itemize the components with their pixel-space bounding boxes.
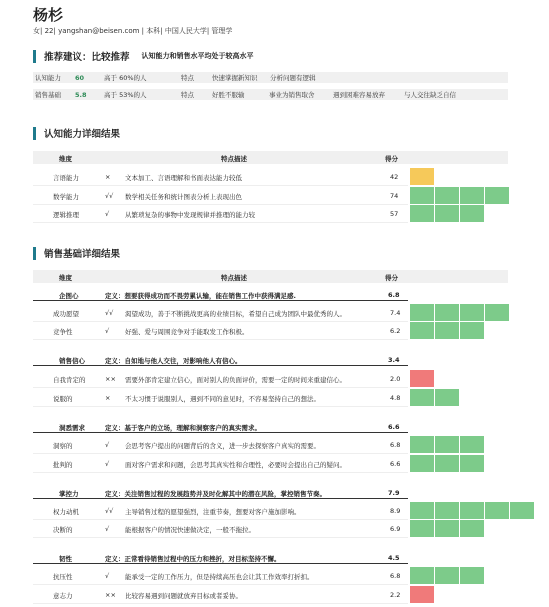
score-cell	[485, 502, 509, 519]
section-marker	[33, 127, 36, 140]
row-score: 6.6	[390, 460, 401, 468]
group-definition: 定义：自如地与他人交往，对影响他人有信心。	[105, 357, 242, 365]
group-name: 销售信心	[59, 357, 85, 365]
row-mark: √	[105, 460, 110, 468]
score-cell	[435, 436, 459, 453]
row-desc: 主导销售过程的愿望强烈，注重节奏，想要对客户施加影响。	[125, 508, 301, 516]
group-definition: 定义：基于客户的立场，理解和洞察客户的真实需求。	[105, 424, 261, 432]
row-score: 74	[390, 192, 399, 200]
score-cell	[460, 455, 484, 472]
row-dimension: 自我肯定的	[53, 376, 86, 384]
group-name: 企图心	[59, 292, 79, 300]
score-cell	[460, 322, 484, 339]
group-score: 6.6	[388, 423, 400, 431]
score-cell	[410, 436, 434, 453]
score-cell	[410, 586, 434, 603]
table-row	[33, 436, 408, 454]
summary-label: 特点	[181, 91, 194, 99]
row-desc: 不太习惯于说服别人，遇到不同的意见时，不容易坚持自己的想法。	[125, 395, 320, 403]
score-bar	[410, 304, 510, 321]
row-desc: 渴望成功，善于不断挑战更高的业绩目标，希望自己成为团队中最优秀的人。	[125, 310, 346, 318]
row-score: 6.8	[390, 572, 401, 580]
group-score: 3.4	[388, 356, 400, 364]
row-score: 8.9	[390, 507, 401, 515]
table-row	[33, 389, 408, 407]
row-score: 57	[390, 210, 399, 218]
group-header	[33, 289, 408, 301]
row-score: 42	[390, 173, 399, 181]
row-mark: √	[105, 525, 110, 533]
table-header	[33, 270, 508, 283]
row-mark: √	[105, 327, 110, 335]
score-bar	[410, 455, 485, 472]
score-cell	[485, 304, 509, 321]
row-mark: √	[105, 210, 110, 218]
table-header	[33, 151, 508, 164]
section-title: 销售基础详细结果	[44, 249, 121, 260]
table-row	[33, 168, 408, 186]
row-desc: 需要外部肯定建立信心，面对别人的负面评价，需要一定的时间来重建信心。	[125, 376, 346, 384]
row-desc: 能承受一定的工作压力，但是持续高压也会让其工作效率打折扣。	[125, 573, 314, 581]
row-mark: √√	[105, 309, 114, 317]
summary-row	[33, 72, 508, 83]
row-desc: 数学相关任务和统计图表分析上表现出色	[125, 193, 242, 201]
group-header	[33, 487, 408, 499]
summary-pct: 高于 60%的人	[104, 74, 147, 82]
summary-trait: 事业为销售取舍	[269, 91, 315, 99]
row-dimension: 逻辑推理	[53, 211, 79, 219]
col-dimension: 维度	[59, 155, 72, 163]
score-cell	[460, 436, 484, 453]
row-score: 7.4	[390, 309, 401, 317]
table-row	[33, 455, 408, 473]
row-dimension: 权力动机	[53, 508, 79, 516]
score-cell	[435, 455, 459, 472]
col-feature: 特点描述	[221, 274, 247, 282]
table-row	[33, 502, 408, 520]
section-sales	[33, 246, 120, 260]
score-cell	[410, 304, 434, 321]
summary-trait: 快速掌握新知识	[212, 74, 258, 82]
recommendation-desc: 认知能力和销售水平均处于较高水平	[141, 52, 254, 60]
score-cell	[435, 389, 459, 406]
score-cell	[460, 520, 484, 537]
score-cell	[410, 389, 434, 406]
score-bar	[410, 322, 485, 339]
table-row	[33, 187, 408, 205]
table-row	[33, 520, 408, 538]
score-cell	[435, 520, 459, 537]
row-mark: ××	[105, 375, 116, 383]
row-mark: √√	[105, 507, 114, 515]
row-mark: ×	[105, 394, 111, 402]
row-dimension: 竞争性	[53, 328, 73, 336]
score-cell	[410, 502, 434, 519]
group-header	[33, 354, 408, 366]
score-cell	[460, 502, 484, 519]
summary-label: 特点	[181, 74, 194, 82]
row-score: 6.8	[390, 441, 401, 449]
candidate-name: 杨杉	[33, 6, 64, 24]
summary-row	[33, 89, 508, 100]
row-score: 2.0	[390, 375, 401, 383]
row-score: 6.9	[390, 525, 401, 533]
row-desc: 能根据客户的情况快速做决定，一般不拖拉。	[125, 526, 255, 534]
score-bar	[410, 586, 435, 603]
table-row	[33, 586, 408, 604]
row-dimension: 说服的	[53, 395, 73, 403]
score-bar	[410, 567, 485, 584]
row-desc: 比较容易遇到问题就放弃目标或者妥协。	[125, 592, 242, 600]
score-cell	[510, 502, 534, 519]
summary-pct: 高于 53%的人	[104, 91, 147, 99]
row-dimension: 言语能力	[53, 174, 79, 182]
table-row	[33, 370, 408, 388]
table-row	[33, 205, 408, 223]
summary-score: 5.8	[75, 90, 87, 99]
score-cell	[435, 322, 459, 339]
score-bar	[410, 168, 435, 185]
score-cell	[410, 520, 434, 537]
table-row	[33, 304, 408, 322]
score-cell	[410, 168, 434, 185]
summary-score: 60	[75, 73, 85, 82]
row-mark: ××	[105, 591, 116, 599]
group-name: 洞悉需求	[59, 424, 85, 432]
row-dimension: 决断的	[53, 526, 73, 534]
score-cell	[460, 187, 484, 204]
col-feature: 特点描述	[221, 155, 247, 163]
score-cell	[410, 322, 434, 339]
row-dimension: 数学能力	[53, 193, 79, 201]
score-bar	[410, 502, 535, 519]
table-row	[33, 322, 408, 340]
summary-name: 销售基础	[35, 91, 61, 99]
score-cell	[410, 370, 434, 387]
col-dimension: 维度	[59, 274, 72, 282]
row-desc: 面对客户需求和问题，会思考其真实性和合理性，必要时会提出自己的疑问。	[125, 461, 346, 469]
row-dimension: 抗压性	[53, 573, 73, 581]
row-score: 6.2	[390, 327, 401, 335]
summary-trait: 分析问题有逻辑	[270, 74, 316, 82]
score-cell	[460, 304, 484, 321]
row-desc: 从繁琐复杂的事物中发现规律并推理的能力较	[125, 211, 255, 219]
score-cell	[410, 205, 434, 222]
group-score: 7.9	[388, 489, 400, 497]
score-bar	[410, 520, 485, 537]
group-score: 4.5	[388, 554, 400, 562]
row-desc: 好强、爱与周围竞争对手能取发工作积极。	[125, 328, 249, 336]
score-cell	[435, 205, 459, 222]
group-header	[33, 421, 408, 433]
score-bar	[410, 389, 460, 406]
table-row	[33, 567, 408, 585]
summary-trait: 遇到困难容易放弃	[333, 91, 385, 99]
group-name: 韧性	[59, 555, 72, 563]
group-definition: 定义：想要获得成功而不畏劳累认输，能在销售工作中获得满足感.	[105, 292, 296, 300]
section-title: 认知能力详细结果	[44, 129, 121, 140]
row-dimension: 批判的	[53, 461, 73, 469]
section-cognitive	[33, 126, 120, 140]
row-desc: 文本加工、言语理解和书面表达能力较低	[125, 174, 242, 182]
score-bar	[410, 436, 485, 453]
row-score: 4.8	[390, 394, 401, 402]
group-score: 6.8	[388, 291, 400, 299]
col-score: 得分	[385, 274, 398, 282]
score-cell	[485, 187, 509, 204]
score-cell	[410, 455, 434, 472]
section-marker	[33, 50, 36, 63]
score-bar	[410, 187, 510, 204]
row-mark: ×	[105, 173, 111, 181]
row-dimension: 意志力	[53, 592, 73, 600]
score-bar	[410, 205, 485, 222]
recommendation-title: 推荐建议：比较推荐	[44, 52, 130, 63]
row-dimension: 成功愿望	[53, 310, 79, 318]
score-cell	[460, 205, 484, 222]
group-name: 掌控力	[59, 490, 79, 498]
row-score: 2.2	[390, 591, 401, 599]
section-marker	[33, 247, 36, 260]
score-cell	[435, 567, 459, 584]
col-score: 得分	[385, 155, 398, 163]
group-definition: 定义：正常看待销售过程中的压力和挫折，对目标坚持不懈。	[105, 555, 281, 563]
score-cell	[435, 502, 459, 519]
candidate-info: 女| 22| yangshan@beisen.com | 本科| 中国人民大学| 管理学	[33, 27, 233, 35]
score-cell	[435, 304, 459, 321]
recommendation	[33, 49, 254, 63]
summary-trait: 好胜不服输	[212, 91, 245, 99]
score-cell	[410, 187, 434, 204]
row-mark: √	[105, 441, 110, 449]
group-header	[33, 552, 408, 564]
score-cell	[410, 567, 434, 584]
summary-name: 认知能力	[35, 74, 61, 82]
summary-trait: 与人交往缺乏自信	[404, 91, 456, 99]
row-mark: √√	[105, 192, 114, 200]
score-bar	[410, 370, 435, 387]
score-cell	[435, 187, 459, 204]
row-desc: 会思考客户提出的问题背后的含义，进一步去探察客户真实的需要。	[125, 442, 320, 450]
row-mark: √	[105, 572, 110, 580]
score-cell	[460, 567, 484, 584]
row-dimension: 洞察的	[53, 442, 73, 450]
group-definition: 定义：关注销售过程的发展趋势并及时化解其中的潜在风险，掌控销售节奏。	[105, 490, 326, 498]
